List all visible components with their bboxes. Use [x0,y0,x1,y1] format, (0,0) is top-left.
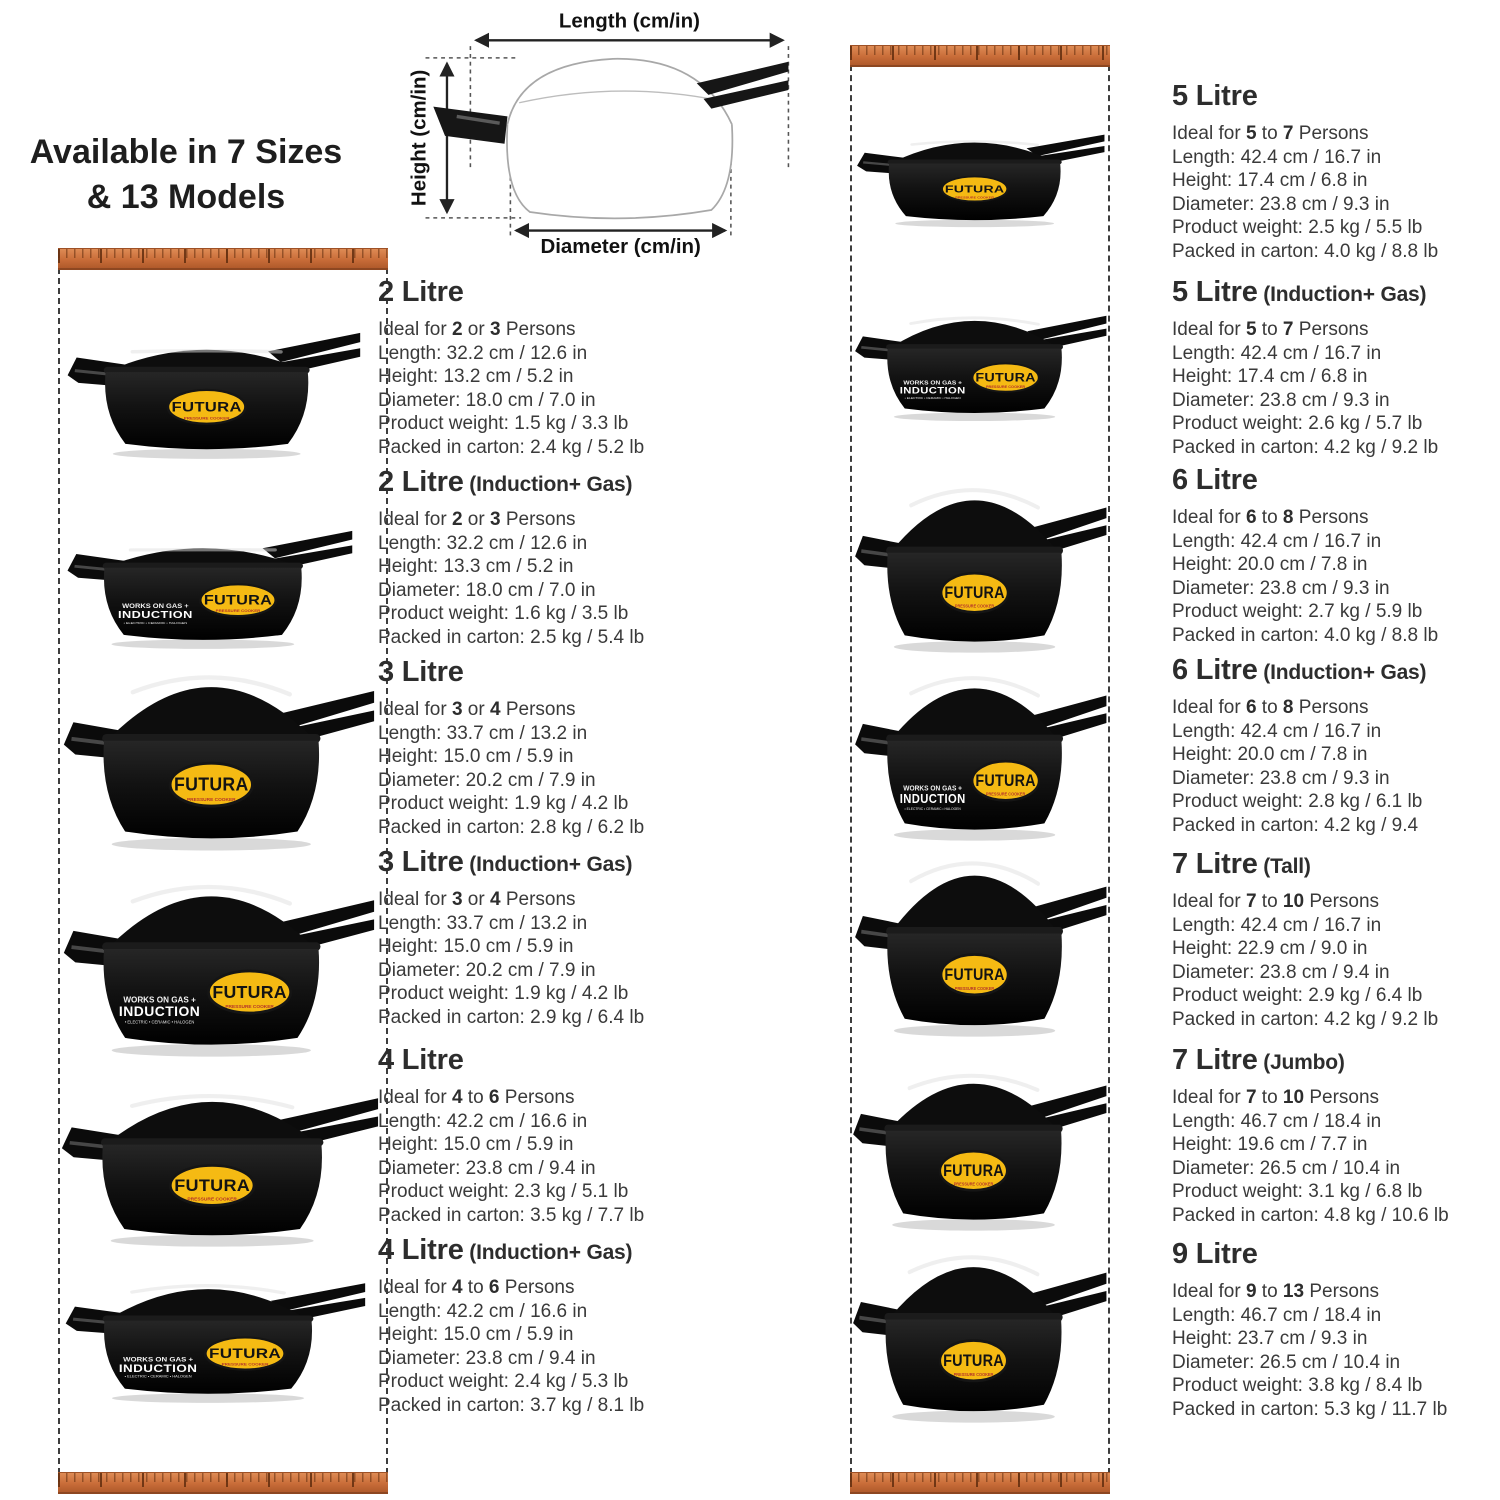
spec-line: Diameter: 23.8 cm / 9.4 in [1172,961,1390,983]
pressure-cooker-graphic [58,1062,380,1248]
spec-line: Height: 22.9 cm / 9.0 in [1172,938,1368,960]
spec-line: Diameter: 23.8 cm / 9.3 in [1172,389,1390,411]
svg-text:FUTURA: FUTURA [944,584,1005,603]
spec-line: Length: 42.2 cm / 16.6 in [378,1300,588,1322]
product-spec-4-litre-induction-gas [378,1234,708,1418]
spec-line: Diameter: 23.8 cm / 9.3 in [1172,577,1390,599]
ideal-for-line: Ideal for 9 to 13 Persons [1172,1281,1380,1302]
spec-line: Length: 42.4 cm / 16.7 in [1172,530,1382,552]
spec-line: Diameter: 23.8 cm / 9.3 in [1172,193,1390,215]
spec-line: Packed in carton: 4.2 kg / 9.4 [1172,814,1419,836]
ideal-for-line: Ideal for 2 or 3 Persons [378,319,576,340]
cooker-shadow [894,413,1055,421]
product-name: 3 Litre [378,656,464,688]
ideal-for-line: Ideal for 2 or 3 Persons [378,509,576,530]
svg-text:INDUCTION: INDUCTION [118,1362,198,1375]
futura-badge [208,971,290,1013]
spec-line: Length: 46.7 cm / 18.4 in [1172,1110,1382,1132]
cooker-lid [110,896,313,946]
product-spec-6-litre [1172,464,1500,648]
product-spec-6-litre-induction-gas [1172,654,1500,838]
spec-line: Packed in carton: 4.0 kg / 8.8 lb [1172,624,1439,646]
spec-line: Product weight: 2.6 kg / 5.7 lb [1172,413,1423,435]
product-name: 6 Litre [1172,464,1258,496]
futura-badge [972,363,1039,391]
spec-line: Product weight: 3.8 kg / 8.4 lb [1172,1375,1423,1397]
svg-text:PRESSURE COOKER: PRESSURE COOKER [186,797,236,803]
spec-line: Packed in carton: 5.3 kg / 11.7 lb [1172,1398,1448,1420]
spec-line: Packed in carton: 3.5 kg / 7.7 lb [378,1204,645,1226]
cooker-shadow [112,1393,304,1403]
product-variant: (Jumbo) [1257,1051,1345,1074]
svg-text:PRESSURE COOKER: PRESSURE COOKER [985,791,1026,797]
product-spec-3-litre [378,656,708,840]
futura-badge [940,1341,1007,1381]
spec-line: Height: 19.6 cm / 7.7 in [1172,1134,1368,1156]
cooker-shadow [111,1235,314,1247]
product-variant: (Induction+ Gas) [463,1241,633,1264]
cooker-image-9-litre [850,1236,1108,1424]
spec-line: Height: 15.0 cm / 5.9 in [378,1134,574,1156]
spec-line: Diameter: 23.8 cm / 9.4 in [378,1347,596,1369]
cooker-image-5-litre-induction-gas [852,290,1108,422]
futura-badge [168,390,246,424]
svg-text:PRESSURE COOKER: PRESSURE COOKER [955,195,995,200]
product-variant: (Induction+ Gas) [1257,661,1427,684]
svg-text:INDUCTION: INDUCTION [899,791,966,807]
product-spec-2-litre [378,276,708,460]
svg-text:• ELECTRIC • CERAMIC • HALOGEN: • ELECTRIC • CERAMIC • HALOGEN [904,396,961,400]
diameter-label: Diameter (cm/in) [540,234,701,258]
pressure-cooker-graphic [850,1236,1108,1424]
svg-text:WORKS ON GAS +: WORKS ON GAS + [123,1356,194,1364]
wooden-ruler-top-middle [850,45,1110,67]
ideal-for-line: Ideal for 3 or 4 Persons [378,699,576,720]
page-title-line2: & 13 Models [86,177,286,216]
spec-line: Height: 15.0 cm / 5.9 in [378,746,574,768]
product-variant: (Induction+ Gas) [1257,283,1427,306]
svg-text:• ELECTRIC • CERAMIC • HALOGEN: • ELECTRIC • CERAMIC • HALOGEN [124,1375,192,1379]
spec-line: Length: 42.4 cm / 16.7 in [1172,146,1382,168]
pressure-cooker-graphic [852,472,1108,654]
futura-badge [200,584,276,616]
product-spec-9-litre [1172,1238,1500,1422]
cooker-lid [892,688,1056,738]
svg-text:FUTURA: FUTURA [944,966,1005,985]
spec-line: Length: 42.4 cm / 16.7 in [1172,914,1382,936]
cooker-image-4-litre [58,1062,380,1248]
spec-line: Diameter: 20.2 cm / 7.9 in [378,769,596,791]
spec-line: Product weight: 2.4 kg / 5.3 lb [378,1371,629,1393]
height-label: Height (cm/in) [407,69,431,207]
svg-text:FUTURA: FUTURA [212,981,287,1002]
spec-line: Diameter: 20.2 cm / 7.9 in [378,959,596,981]
futura-badge [170,763,252,806]
cooker-shadow [113,449,301,459]
length-label: Length (cm/in) [558,9,700,33]
product-spec-2-litre-induction-gas [378,466,708,650]
product-variant: (Tall) [1257,855,1311,878]
spec-line: Length: 32.2 cm / 12.6 in [378,342,588,364]
spec-line: Product weight: 2.7 kg / 5.9 lb [1172,601,1423,623]
page-title-line1: Available in 7 Sizes [29,133,343,171]
spec-line: Packed in carton: 4.0 kg / 8.8 lb [1172,240,1439,262]
svg-text:• ELECTRIC • CERAMIC • HALOGEN: • ELECTRIC • CERAMIC • HALOGEN [123,621,188,625]
cooker-image-3-litre [60,652,376,852]
svg-text:FUTURA: FUTURA [943,1352,1004,1371]
cooker-shadow [112,838,311,851]
svg-text:PRESSURE COOKER: PRESSURE COOKER [953,1181,994,1187]
svg-text:FUTURA: FUTURA [171,399,242,416]
svg-text:WORKS ON GAS +: WORKS ON GAS + [122,603,189,610]
product-variant: (Induction+ Gas) [463,853,633,876]
spec-line: Height: 17.4 cm / 6.8 in [1172,170,1368,192]
svg-text:FUTURA: FUTURA [203,593,273,609]
spec-line: Product weight: 3.1 kg / 6.8 lb [1172,1181,1423,1203]
spec-line: Packed in carton: 2.5 kg / 5.4 lb [378,626,645,648]
svg-text:PRESSURE COOKER: PRESSURE COOKER [954,985,995,991]
spec-line: Diameter: 18.0 cm / 7.0 in [378,579,596,601]
product-spec-5-litre-induction-gas [1172,276,1500,460]
spec-line: Packed in carton: 4.2 kg / 9.2 lb [1172,1008,1439,1030]
cooker-lid [892,321,1056,347]
spec-line: Height: 15.0 cm / 5.9 in [378,936,574,958]
spec-line: Length: 33.7 cm / 13.2 in [378,722,588,744]
spec-line: Product weight: 2.8 kg / 6.1 lb [1172,791,1423,813]
svg-text:FUTURA: FUTURA [975,772,1036,791]
right-spec-column [1172,0,1500,1500]
cooker-image-6-litre [852,472,1108,654]
cooker-lid [109,1102,316,1142]
cooker-image-4-litre-induction-gas [62,1254,367,1404]
svg-text:FUTURA: FUTURA [174,1175,251,1195]
spec-line: Packed in carton: 3.7 kg / 8.1 lb [378,1394,645,1416]
spec-line: Length: 33.7 cm / 13.2 in [378,912,588,934]
spec-line: Product weight: 1.6 kg / 3.5 lb [378,603,629,625]
futura-badge [941,573,1008,612]
cooker-lid [892,500,1056,550]
product-name: 2 Litre [378,276,464,308]
cooker-lid [110,1289,306,1318]
ideal-for-line: Ideal for 7 to 10 Persons [1172,891,1380,912]
spec-line: Height: 15.0 cm / 5.9 in [378,1324,574,1346]
cooker-image-2-litre [64,302,362,460]
ideal-for-line: Ideal for 4 to 6 Persons [378,1277,575,1298]
pressure-cooker-graphic [854,112,1106,228]
product-name: 9 Litre [1172,1238,1258,1270]
cooker-shadow [895,220,1054,227]
spec-line: Diameter: 26.5 cm / 10.4 in [1172,1157,1401,1179]
svg-text:FUTURA: FUTURA [209,1346,281,1362]
spec-line: Diameter: 23.8 cm / 9.3 in [1172,767,1390,789]
svg-text:INDUCTION: INDUCTION [899,386,966,397]
spec-line: Length: 42.4 cm / 16.7 in [1172,720,1382,742]
spec-line: Height: 20.0 cm / 7.8 in [1172,554,1368,576]
svg-text:WORKS ON GAS +: WORKS ON GAS + [903,784,963,793]
wooden-ruler-bottom-left [58,1472,388,1494]
cooker-lid [892,876,1056,931]
svg-text:PRESSURE COOKER: PRESSURE COOKER [183,415,230,421]
spec-line: Product weight: 2.5 kg / 5.5 lb [1172,217,1423,239]
spec-line: Product weight: 1.9 kg / 4.2 lb [378,793,629,815]
ideal-for-line: Ideal for 4 to 6 Persons [378,1087,575,1108]
left-spec-column [378,0,708,1500]
pressure-cooker-graphic [852,660,1108,842]
product-spec-7-litre-jumbo [1172,1044,1500,1228]
spec-line: Product weight: 2.3 kg / 5.1 lb [378,1181,629,1203]
spec-line: Diameter: 26.5 cm / 10.4 in [1172,1351,1401,1373]
product-variant: (Induction+ Gas) [463,473,633,496]
svg-text:PRESSURE COOKER: PRESSURE COOKER [953,1371,994,1377]
svg-text:PRESSURE COOKER: PRESSURE COOKER [221,1362,269,1367]
wooden-ruler-bottom-middle [850,1472,1110,1494]
ideal-for-line: Ideal for 6 to 8 Persons [1172,507,1369,528]
spec-line: Length: 42.4 cm / 16.7 in [1172,342,1382,364]
svg-text:PRESSURE COOKER: PRESSURE COOKER [985,385,1026,390]
ideal-for-line: Ideal for 5 to 7 Persons [1172,123,1369,144]
spec-line: Packed in carton: 2.9 kg / 6.4 lb [378,1006,645,1028]
pressure-cooker-graphic [60,862,376,1058]
product-name: 3 Litre (Induction+ Gas) [378,846,633,878]
spec-line: Length: 32.2 cm / 12.6 in [378,532,588,554]
futura-badge [205,1337,284,1369]
product-spec-7-litre-tall [1172,848,1500,1032]
futura-badge [942,177,1008,202]
product-spec-4-litre [378,1044,708,1228]
svg-text:FUTURA: FUTURA [975,370,1036,385]
svg-text:• ELECTRIC • CERAMIC • HALOGEN: • ELECTRIC • CERAMIC • HALOGEN [904,806,961,812]
cooker-shadow [894,641,1055,653]
pressure-cooker-graphic [64,302,362,460]
product-name: 4 Litre [378,1044,464,1076]
cooker-shadow [892,1411,1055,1423]
spec-line: Height: 23.7 cm / 9.3 in [1172,1328,1368,1350]
svg-text:PRESSURE COOKER: PRESSURE COOKER [215,608,261,613]
ideal-for-line: Ideal for 5 to 7 Persons [1172,319,1369,340]
spec-line: Diameter: 23.8 cm / 9.4 in [378,1157,596,1179]
cooker-image-2-litre-induction-gas [64,502,354,650]
cooker-shadow [894,829,1055,841]
spec-line: Length: 46.7 cm / 18.4 in [1172,1304,1382,1326]
product-name: 7 Litre (Jumbo) [1172,1044,1345,1076]
spec-line: Packed in carton: 2.8 kg / 6.2 lb [378,816,645,838]
svg-text:INDUCTION: INDUCTION [118,609,193,621]
svg-text:WORKS ON GAS +: WORKS ON GAS + [123,995,196,1005]
pressure-cooker-graphic [60,652,376,852]
product-spec-5-litre [1172,80,1500,264]
spec-line: Packed in carton: 2.4 kg / 5.2 lb [378,436,645,458]
product-spec-3-litre-induction-gas [378,846,708,1030]
spec-line: Height: 13.3 cm / 5.2 in [378,556,574,578]
pressure-cooker-graphic [852,850,1108,1038]
svg-text:PRESSURE COOKER: PRESSURE COOKER [225,1004,274,1010]
ideal-for-line: Ideal for 7 to 10 Persons [1172,1087,1380,1108]
cooker-shadow [894,1025,1055,1037]
product-name: 7 Litre (Tall) [1172,848,1311,880]
svg-text:FUTURA: FUTURA [944,183,1005,195]
svg-text:PRESSURE COOKER: PRESSURE COOKER [187,1196,237,1202]
product-name: 5 Litre [1172,80,1258,112]
product-name: 4 Litre (Induction+ Gas) [378,1234,633,1266]
spec-line: Product weight: 1.5 kg / 3.3 lb [378,413,629,435]
cooker-shadow [111,640,294,649]
spec-line: Packed in carton: 4.8 kg / 10.6 lb [1172,1204,1449,1226]
futura-badge [940,1151,1007,1190]
svg-text:WORKS ON GAS +: WORKS ON GAS + [903,381,963,387]
product-name: 2 Litre (Induction+ Gas) [378,466,633,498]
futura-badge [972,761,1039,800]
product-name: 5 Litre (Induction+ Gas) [1172,276,1427,308]
cooker-lid [110,687,313,738]
cooker-image-6-litre-induction-gas [852,660,1108,842]
spec-line: Product weight: 2.9 kg / 6.4 lb [1172,985,1423,1007]
pressure-cooker-graphic [850,1050,1108,1232]
svg-text:FUTURA: FUTURA [174,774,249,795]
pressure-cooker-graphic [852,290,1108,422]
spec-line: Diameter: 18.0 cm / 7.0 in [378,389,596,411]
spec-line: Height: 17.4 cm / 6.8 in [1172,366,1368,388]
spec-line: Length: 42.2 cm / 16.6 in [378,1110,588,1132]
cooker-image-3-litre-induction-gas [60,862,376,1058]
svg-text:INDUCTION: INDUCTION [118,1002,201,1019]
futura-badge [170,1165,254,1205]
svg-text:FUTURA: FUTURA [943,1162,1004,1181]
spec-line: Packed in carton: 4.2 kg / 9.2 lb [1172,436,1439,458]
ideal-for-line: Ideal for 6 to 8 Persons [1172,697,1369,718]
cooker-image-5-litre [854,112,1106,228]
svg-text:• ELECTRIC • CERAMIC • HALOGEN: • ELECTRIC • CERAMIC • HALOGEN [124,1019,195,1025]
spec-line: Height: 20.0 cm / 7.8 in [1172,744,1368,766]
wooden-ruler-top-left [58,248,388,270]
cooker-lid [891,1084,1057,1128]
pressure-cooker-graphic [62,1254,367,1404]
futura-badge [941,955,1008,995]
product-name: 6 Litre (Induction+ Gas) [1172,654,1427,686]
cooker-lid [891,1267,1057,1317]
cooker-shadow [112,1044,311,1056]
spec-line: Height: 13.2 cm / 5.2 in [378,366,574,388]
ideal-for-line: Ideal for 3 or 4 Persons [378,889,576,910]
pressure-cooker-graphic [64,502,354,650]
spec-line: Product weight: 1.9 kg / 4.2 lb [378,983,629,1005]
svg-text:PRESSURE COOKER: PRESSURE COOKER [954,603,995,609]
page-title [18,130,354,220]
cooker-image-7-litre-jumbo [850,1050,1108,1232]
cooker-image-7-litre-tall [852,850,1108,1038]
cooker-shadow [892,1219,1055,1231]
